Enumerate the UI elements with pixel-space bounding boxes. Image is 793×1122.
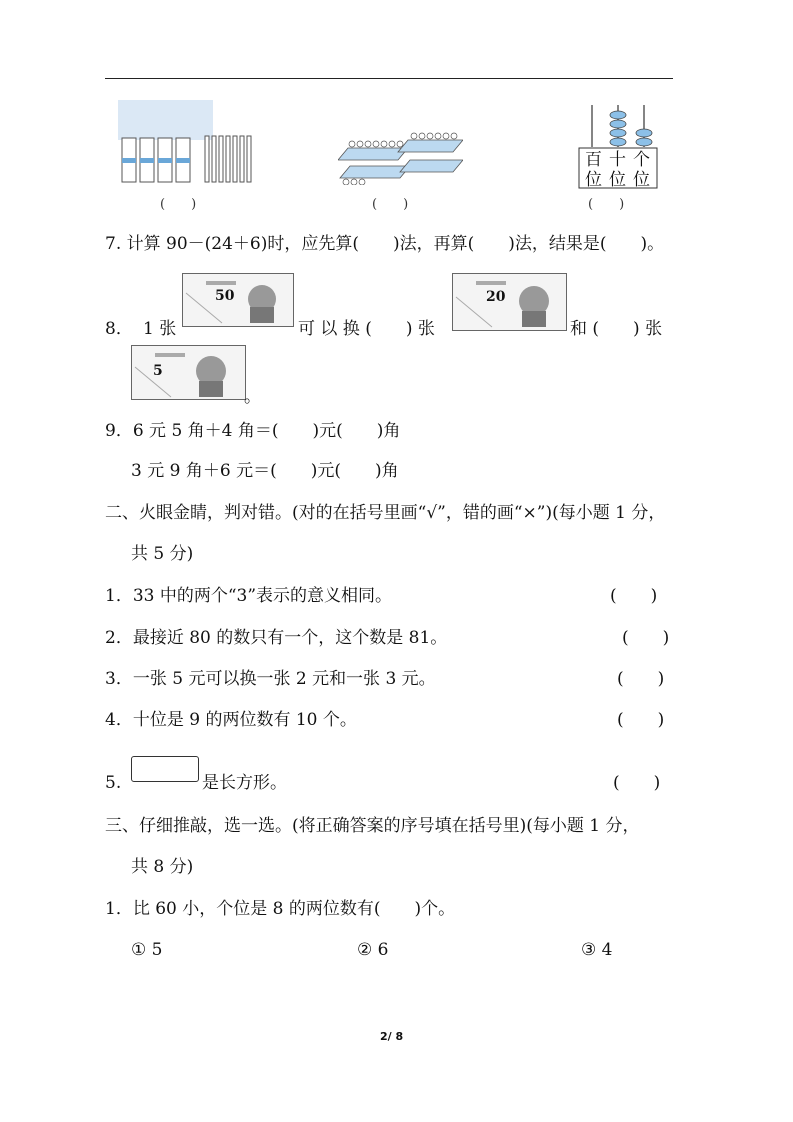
question-8-end: 。: [244, 387, 261, 407]
banknote-20-value: 20: [486, 289, 506, 305]
option-2[interactable]: ② 6: [357, 940, 389, 960]
option-1[interactable]: ① 5: [131, 940, 163, 960]
egg-trays-figure: [338, 130, 463, 185]
banknote-5-image: [131, 345, 246, 400]
section-2-item-5-number: 5.: [105, 773, 122, 793]
section-2-item-3: 3．一张 5 元可以换一张 2 元和一张 3 元。: [105, 669, 436, 689]
section-3-question-1: 1．比 60 小，个位是 8 的两位数有( )个。: [105, 899, 456, 919]
page-number: 2/ 8: [380, 1030, 404, 1043]
option-3[interactable]: ③ 4: [581, 940, 613, 960]
abacus-ones-label: 个 位: [633, 150, 650, 190]
header-rule: [105, 78, 673, 79]
section-2-item-5: 是长方形。: [202, 773, 287, 793]
q6-answer-blank-2[interactable]: ( ): [372, 197, 409, 212]
question-8-text-2: 可 以 换 ( ) 张: [298, 319, 435, 339]
banknote-20-image: [452, 273, 567, 331]
question-7: 7. 计算 90－(24＋6)时，应先算( )法，再算( )法，结果是( )。: [105, 234, 665, 254]
rounded-rectangle-figure: [131, 756, 199, 782]
question-9-line-1: 9．6 元 5 角＋4 角＝( )元( )角: [105, 421, 401, 441]
section-2-item-3-answer[interactable]: ( ): [617, 669, 665, 689]
bundled-sticks-figure: [118, 100, 258, 185]
abacus-tens-label: 十 位: [609, 150, 626, 190]
section-2-item-5-answer[interactable]: ( ): [613, 773, 661, 793]
banknote-50-value: 50: [215, 288, 235, 304]
section-3-title-cont: 共 8 分): [131, 857, 194, 877]
banknote-5-value: 5: [153, 363, 163, 379]
section-3-title: 三、仔细推敲，选一选。(将正确答案的序号填在括号里)(每小题 1 分，: [105, 816, 640, 836]
section-2-item-4: 4．十位是 9 的两位数有 10 个。: [105, 710, 357, 730]
abacus-hundreds-label: 百 位: [585, 150, 602, 190]
banknote-50-image: [182, 273, 294, 327]
question-8-text-3: 和 ( ) 张: [570, 319, 663, 339]
q6-answer-blank-3[interactable]: ( ): [588, 197, 625, 212]
section-2-title: 二、火眼金睛，判对错。(对的在括号里画“√”，错的画“×”)(每小题 1 分，: [105, 503, 666, 523]
section-2-item-1-answer[interactable]: ( ): [610, 586, 658, 606]
section-2-title-cont: 共 5 分): [131, 544, 194, 564]
section-2-item-1: 1．33 中的两个“3”表示的意义相同。: [105, 586, 393, 606]
question-8-number: 8．: [105, 319, 133, 339]
question-8-text-1: 1 张: [143, 319, 177, 339]
question-9-line-2: 3 元 9 角＋6 元＝( )元( )角: [131, 461, 399, 481]
q6-answer-blank-1[interactable]: ( ): [160, 197, 197, 212]
section-2-item-2-answer[interactable]: ( ): [622, 628, 670, 648]
section-2-item-4-answer[interactable]: ( ): [617, 710, 665, 730]
section-2-item-2: 2．最接近 80 的数只有一个，这个数是 81。: [105, 628, 448, 648]
